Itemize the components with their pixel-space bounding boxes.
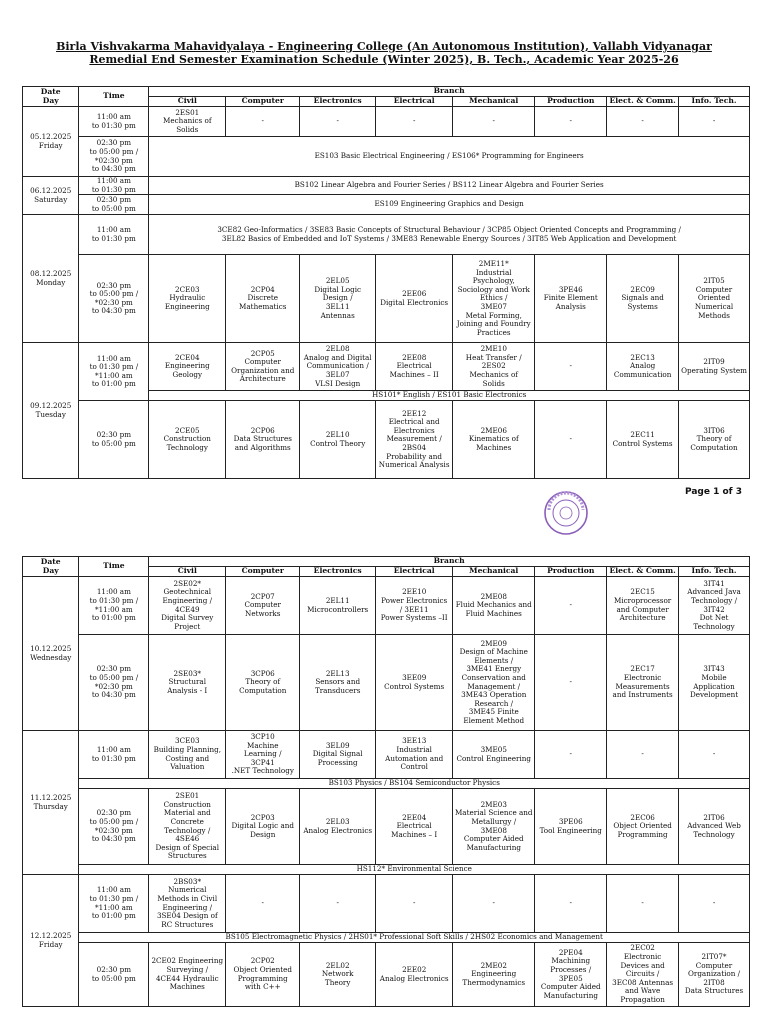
exam-cell: 2EL03 Analog Electronics — [300, 789, 376, 865]
time-cell: 02:30 pm to 05:00 pm / *02:30 pm to 04:30 pm — [79, 255, 149, 343]
header-branch-ec: Elect. & Comm. — [607, 97, 679, 107]
common-exam-cell: BS103 Physics / BS104 Semiconductor Physics — [79, 779, 750, 789]
time-cell: 02:30 pm to 05:00 pm — [79, 401, 149, 479]
time-cell: 11:00 am to 01:30 pm / *11:00 am to 01:00 pm — [79, 577, 149, 635]
exam-cell: 2CP07 Computer Networks — [226, 577, 300, 635]
exam-cell: - — [535, 731, 607, 779]
time-cell: 11:00 am to 01:30 pm / *11:00 am to 01:00 pm — [79, 875, 149, 933]
header-time: Time — [79, 557, 149, 577]
exam-cell: 2ME03 Material Science and Metallurgy / 3ME08 Computer Aided Manufacturing — [453, 789, 535, 865]
exam-cell: 2EL05 Digital Logic Design / 3EL11 Antennas — [300, 255, 376, 343]
exam-cell: 2EC11 Control Systems — [607, 401, 679, 479]
exam-cell: - — [300, 875, 376, 933]
exam-cell: 3EE13 Industrial Automation and Control — [376, 731, 453, 779]
exam-cell: 2CE02 Engineering Surveying / 4CE44 Hydraulic Machines — [149, 943, 226, 1007]
exam-cell: 2EE12 Electrical and Electronics Measurement / 2BS04 Probability and Numerical Analysis — [376, 401, 453, 479]
exam-cell: - — [607, 731, 679, 779]
exam-cell: - — [679, 731, 750, 779]
exam-cell: 3CP06 Theory of Computation — [226, 635, 300, 731]
exam-cell: 2ME11* Industrial Psychology, Sociology and Work Ethics / 3ME07 Metal Forming, Joining and Foundry Practices — [453, 255, 535, 343]
time-cell: 02:30 pm to 05:00 pm / *02:30 pm to 04:30 pm — [79, 635, 149, 731]
date-cell: 12.12.2025 Friday — [23, 875, 79, 1007]
exam-cell: - — [226, 875, 300, 933]
time-cell: 02:30 pm to 05:00 pm / *02:30 pm to 04:30 pm — [79, 789, 149, 865]
common-exam-cell: 3CE82 Geo-Informatics / 3SE83 Basic Concepts of Structural Behaviour / 3CP85 Object Oriented Concepts and Programming / 3EL82 Basics of Embedded and IoT Systems / 3ME83 Renewable Energy Sources / 3IT85 Web Application and Development — [149, 215, 750, 255]
exam-cell: 2SE02* Geotechnical Engineering / 4CE49 Digital Survey Project — [149, 577, 226, 635]
common-exam-cell: BS102 Linear Algebra and Fourier Series / BS112 Linear Algebra and Fourier Series — [149, 177, 750, 195]
exam-cell: 2ME06 Kinematics of Machines — [453, 401, 535, 479]
exam-cell: 2EL13 Sensors and Transducers — [300, 635, 376, 731]
exam-cell: 2ES01 Mechanics of Solids — [149, 107, 226, 137]
time-cell: 11:00 am to 01:30 pm / *11:00 am to 01:00 pm — [79, 343, 149, 401]
exam-cell: - — [607, 107, 679, 137]
time-cell: 02:30 pm to 05:00 pm — [79, 195, 149, 215]
exam-cell: 2CP02 Object Oriented Programming with C++ — [226, 943, 300, 1007]
header-date-day: Date Day — [23, 557, 79, 577]
exam-cell: 2IT06 Advanced Web Technology — [679, 789, 750, 865]
common-exam-cell: HS112* Environmental Science — [79, 865, 750, 875]
exam-cell: - — [679, 875, 750, 933]
header-date-day: Date Day — [23, 87, 79, 107]
header-branch-production: Production — [535, 567, 607, 577]
schedule-table-page1 — [22, 86, 750, 479]
exam-cell: 2CP03 Digital Logic and Design — [226, 789, 300, 865]
time-cell: 02:30 pm to 05:00 pm — [79, 943, 149, 1007]
exam-cell: 3IT41 Advanced Java Technology / 3IT42 Dot Net Technology — [679, 577, 750, 635]
time-cell: 11:00 am to 01:30 pm — [79, 215, 149, 255]
exam-cell: - — [535, 343, 607, 391]
date-cell: 05.12.2025 Friday — [23, 107, 79, 177]
header-branch-electronics: Electronics — [300, 567, 376, 577]
date-cell: 11.12.2025 Thursday — [23, 731, 79, 875]
common-exam-cell: HS101* English / ES101 Basic Electronics — [149, 391, 750, 401]
header-branch-mechanical: Mechanical — [453, 567, 535, 577]
exam-cell: 2SE03* Structural Analysis - I — [149, 635, 226, 731]
date-cell: 09.12.2025 Tuesday — [23, 343, 79, 479]
college-stamp-seal — [543, 490, 589, 536]
date-cell: 10.12.2025 Wednesday — [23, 577, 79, 731]
exam-cell: 2EC06 Object Oriented Programming — [607, 789, 679, 865]
header-branch-computer: Computer — [226, 567, 300, 577]
exam-cell: 2IT09 Operating System — [679, 343, 750, 391]
header-branch-ec: Elect. & Comm. — [607, 567, 679, 577]
exam-cell: 2PE04 Machining Processes / 3PE05 Computer Aided Manufacturing — [535, 943, 607, 1007]
time-cell: 11:00 am to 01:30 pm — [79, 731, 149, 779]
exam-cell: 2EE02 Analog Electronics — [376, 943, 453, 1007]
exam-cell: - — [535, 401, 607, 479]
exam-cell: 2IT07* Computer Organization / 2IT08 Data Structures — [679, 943, 750, 1007]
exam-cell: 3EL09 Digital Signal Processing — [300, 731, 376, 779]
header-branch-electrical: Electrical — [376, 97, 453, 107]
header-branch-production: Production — [535, 97, 607, 107]
exam-cell: 3CE03 Building Planning, Costing and Valuation — [149, 731, 226, 779]
date-cell: 08.12.2025 Monday — [23, 215, 79, 343]
header-branch-civil: Civil — [149, 567, 226, 577]
exam-cell: 2EC13 Analog Communication — [607, 343, 679, 391]
exam-cell: 2EC02 Electronic Devices and Circuits / 3EC08 Antennas and Wave Propagation — [607, 943, 679, 1007]
exam-cell: 3PE46 Finite Element Analysis — [535, 255, 607, 343]
exam-cell: - — [535, 107, 607, 137]
page-number: Page 1 of 3 — [685, 487, 742, 497]
header-time: Time — [79, 87, 149, 107]
exam-cell: 3IT43 Mobile Application Development — [679, 635, 750, 731]
exam-cell: - — [453, 875, 535, 933]
exam-cell: 2EL11 Microcontrollers — [300, 577, 376, 635]
common-exam-cell: BS105 Electromagnetic Physics / 2HS01* Professional Soft Skills / 2HS02 Economics and Management — [79, 933, 750, 943]
exam-cell: 2EC15 Microprocessor and Computer Architecture — [607, 577, 679, 635]
header-branch: Branch — [149, 87, 750, 97]
exam-cell: - — [453, 107, 535, 137]
exam-cell: 2CP05 Computer Organization and Architecture — [226, 343, 300, 391]
exam-cell: 2EC09 Signals and Systems — [607, 255, 679, 343]
exam-cell: 2CE04 Engineering Geology — [149, 343, 226, 391]
exam-cell: 2EE10 Power Electronics / 3EE11 Power Systems –II — [376, 577, 453, 635]
common-exam-cell: ES109 Engineering Graphics and Design — [149, 195, 750, 215]
date-cell: 06.12.2025 Saturday — [23, 177, 79, 215]
exam-cell: - — [607, 875, 679, 933]
exam-cell: 3ME05 Control Engineering — [453, 731, 535, 779]
header-branch-civil: Civil — [149, 97, 226, 107]
exam-cell: 2EE08 Electrical Machines – II — [376, 343, 453, 391]
exam-cell: 2SE01 Construction Material and Concrete Technology / 4SE46 Design of Special Structures — [149, 789, 226, 865]
time-cell: 02:30 pm to 05:00 pm / *02:30 pm to 04:30 pm — [79, 137, 149, 177]
exam-cell: 2CE03 Hydraulic Engineering — [149, 255, 226, 343]
exam-cell: 2ME09 Design of Machine Elements / 3ME41 Energy Conservation and Management / 3ME43 Operation Research / 3ME45 Finite Element Method — [453, 635, 535, 731]
exam-cell: 2CP04 Discrete Mathematics — [226, 255, 300, 343]
exam-cell: 2CP06 Data Structures and Algorithms — [226, 401, 300, 479]
exam-cell: - — [376, 875, 453, 933]
exam-cell: 2EL02 Network Theory — [300, 943, 376, 1007]
header-branch-it: Info. Tech. — [679, 97, 750, 107]
exam-cell: 2EE06 Digital Electronics — [376, 255, 453, 343]
exam-cell: - — [535, 875, 607, 933]
exam-cell: 3PE06 Tool Engineering — [535, 789, 607, 865]
exam-cell: 2ME08 Fluid Mechanics and Fluid Machines — [453, 577, 535, 635]
exam-cell: - — [226, 107, 300, 137]
exam-cell: - — [535, 577, 607, 635]
exam-cell: 2EL08 Analog and Digital Communication / 3EL07 VLSI Design — [300, 343, 376, 391]
header-branch: Branch — [149, 557, 750, 567]
header-branch-electrical: Electrical — [376, 567, 453, 577]
exam-cell: 3EE09 Control Systems — [376, 635, 453, 731]
exam-cell: 2EC17 Electronic Measurements and Instruments — [607, 635, 679, 731]
header-branch-mechanical: Mechanical — [453, 97, 535, 107]
exam-cell: - — [535, 635, 607, 731]
exam-cell: 2ME10 Heat Transfer / 2ES02 Mechanics of Solids — [453, 343, 535, 391]
exam-cell: 2CE05 Construction Technology — [149, 401, 226, 479]
exam-cell: - — [376, 107, 453, 137]
exam-cell: 2EE04 Electrical Machines – I — [376, 789, 453, 865]
header-branch-it: Info. Tech. — [679, 567, 750, 577]
time-cell: 11:00 am to 01:30 pm — [79, 177, 149, 195]
exam-cell: - — [300, 107, 376, 137]
document-title-line1: Birla Vishvakarma Mahavidyalaya - Engineering College (An Autonomous Institution), Vallabh Vidyanagar — [56, 40, 712, 53]
schedule-table-page2 — [22, 556, 750, 1007]
common-exam-cell: ES103 Basic Electrical Engineering / ES106* Programming for Engineers — [149, 137, 750, 177]
exam-cell: 2ME02 Engineering Thermodynamics — [453, 943, 535, 1007]
exam-cell: 2EL10 Control Theory — [300, 401, 376, 479]
header-branch-electronics: Electronics — [300, 97, 376, 107]
exam-cell: 3IT06 Theory of Computation — [679, 401, 750, 479]
header-branch-computer: Computer — [226, 97, 300, 107]
time-cell: 11:00 am to 01:30 pm — [79, 107, 149, 137]
exam-cell: 3CP10 Machine Learning / 3CP41 .NET Technology — [226, 731, 300, 779]
exam-cell: 2BS03* Numerical Methods in Civil Engineering / 3SE04 Design of RC Structures — [149, 875, 226, 933]
exam-cell: - — [679, 107, 750, 137]
exam-cell: 2IT05 Computer Oriented Numerical Methods — [679, 255, 750, 343]
document-title-line2: Remedial End Semester Examination Schedule (Winter 2025), B. Tech., Academic Year 2025-26 — [89, 53, 679, 66]
